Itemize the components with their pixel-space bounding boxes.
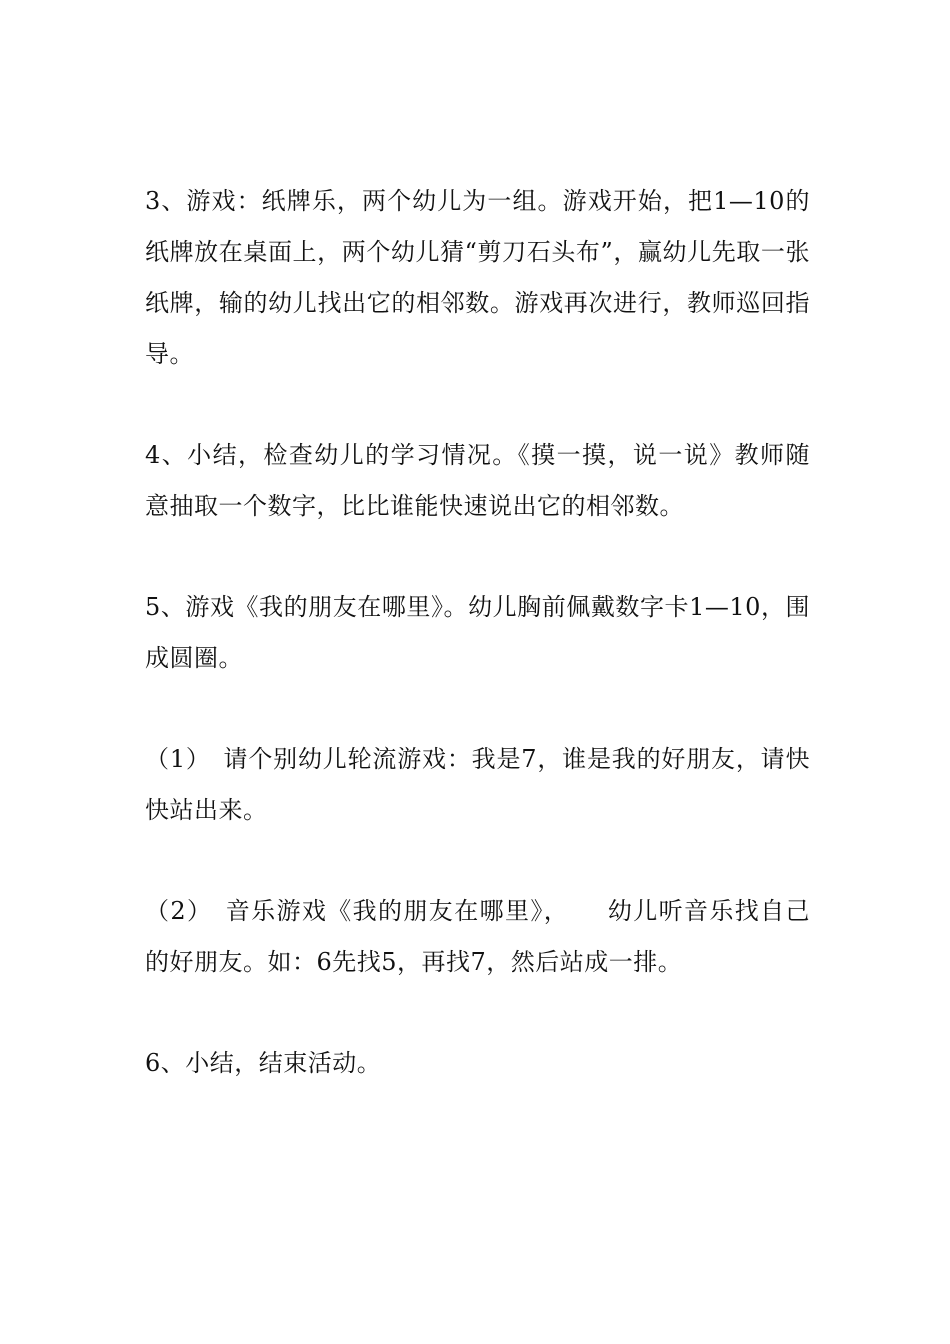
- paragraph-step-5-sub-2: （2） 音乐游戏《我的朋友在哪里》， 幼儿听音乐找自己的好朋友。如：6先找5，再找7，然后站成一排。: [145, 897, 810, 976]
- paragraph-step-5: 5、游戏《我的朋友在哪里》。幼儿胸前佩戴数字卡1—10，围成圆圈。: [145, 593, 810, 672]
- paragraph-step-4: 4、小结，检查幼儿的学习情况。《摸一摸，说一说》教师随意抽取一个数字，比比谁能快速说出它的相邻数。: [145, 441, 810, 520]
- paragraph-step-3: 3、游戏：纸牌乐，两个幼儿为一组。游戏开始，把1—10的纸牌放在桌面上，两个幼儿猜“剪刀石头布”，赢幼儿先取一张纸牌，输的幼儿找出它的相邻数。游戏再次进行，教师巡回指导。: [145, 187, 810, 368]
- paragraph-step-5-sub-1: （1） 请个别幼儿轮流游戏：我是7，谁是我的好朋友，请快快站出来。: [145, 745, 810, 824]
- document-body: [145, 176, 810, 1139]
- paragraph-step-6: 6、小结，结束活动。: [145, 1049, 382, 1077]
